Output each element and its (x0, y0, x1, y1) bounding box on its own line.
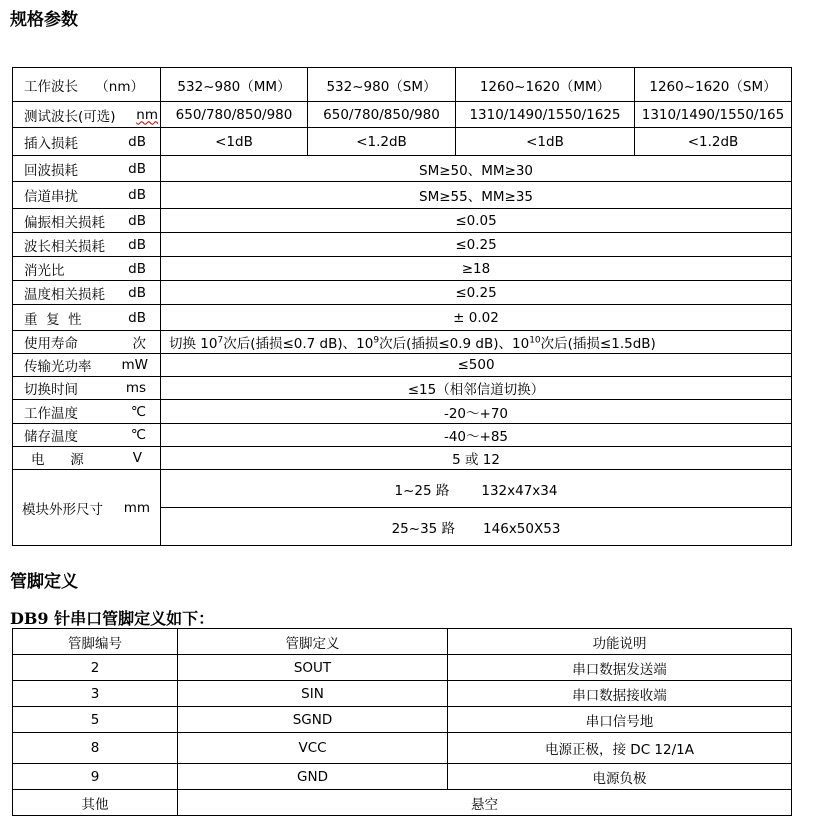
spec-value: 1310/1490/1550/1625 (456, 102, 635, 128)
spec-value: -40～+85 (161, 424, 792, 447)
spec-unit: ms (125, 380, 146, 396)
table-row (13, 733, 792, 764)
spec-value-module-2: 25~35 路 146x50X53 (161, 508, 792, 546)
spec-label: 消光比 (24, 262, 65, 279)
pin-function: 串口数据接收端 (448, 681, 792, 707)
spec-label-cell (13, 331, 161, 354)
spec-heading: 规格参数 (10, 10, 78, 30)
spec-label: 波长相关损耗 (24, 238, 105, 255)
spec-value: ≥18 (161, 257, 792, 281)
spec-value: 1260~1620（MM） (456, 68, 635, 102)
spec-label-cell (13, 233, 161, 257)
spec-value: ± 0.02 (161, 305, 792, 331)
spec-label: 信道串扰 (24, 189, 78, 205)
spec-label-cell (13, 400, 161, 424)
pin-number: 2 (13, 655, 178, 681)
spec-label-cell (13, 257, 161, 281)
spec-label-cell (13, 377, 161, 400)
spec-label: 电 源 (31, 452, 84, 468)
spec-unit: mm (123, 499, 150, 516)
spec-label-cell (13, 354, 161, 377)
pin-heading: 管脚定义 (10, 572, 78, 592)
spec-unit: dB (128, 212, 146, 229)
pin-definition: GND (178, 764, 448, 790)
spec-label: 测试波长(可选) (24, 108, 116, 125)
spec-value: 1260~1620（SM） (635, 68, 792, 102)
spec-label: 切换时间 (24, 382, 78, 398)
spec-label-cell (13, 447, 161, 470)
spec-label-cell (13, 424, 161, 447)
spec-label: 工作温度 (24, 405, 78, 422)
spec-value: <1.2dB (635, 128, 792, 156)
spec-value: 1310/1490/1550/165 (635, 102, 792, 128)
pin-number: 9 (13, 764, 178, 790)
pin-number: 3 (13, 681, 178, 707)
pin-header: 功能说明 (448, 629, 792, 655)
spec-label-cell (13, 128, 161, 156)
spec-label-cell (13, 68, 161, 102)
spec-label: 回波损耗 (24, 162, 78, 179)
spec-row (13, 209, 792, 233)
spec-value: <1dB (456, 128, 635, 156)
pin-function: 串口数据发送端 (448, 655, 792, 681)
pin-table (12, 628, 792, 816)
spec-value: 532~980（SM） (308, 68, 456, 102)
db9-heading: DB9 针串口管脚定义如下： (10, 609, 215, 628)
pin-function: 悬空 (178, 790, 792, 816)
spec-unit: 次 (132, 336, 146, 352)
table-row (13, 655, 792, 681)
table-row (13, 681, 792, 707)
pin-header: 管脚编号 (13, 629, 178, 655)
spec-unit: ℃ (130, 403, 146, 420)
spec-table (12, 67, 792, 546)
spec-label-cell (13, 281, 161, 305)
spec-unit: dB (128, 133, 146, 150)
spec-value: ≤0.05 (161, 209, 792, 233)
spec-unit: V (132, 450, 142, 466)
pin-function: 电源负极 (448, 764, 792, 790)
spec-unit: mW (121, 357, 148, 373)
spec-row (13, 156, 792, 182)
spec-value: 532~980（MM） (161, 68, 308, 102)
spec-value: ≤0.25 (161, 281, 792, 305)
spec-unit: dB (128, 236, 146, 253)
spec-row (13, 182, 792, 209)
spec-label-cell (13, 102, 161, 128)
spec-unit: dB (128, 284, 146, 301)
spec-row (13, 354, 792, 377)
table-row (13, 764, 792, 790)
spec-label-cell (13, 182, 161, 209)
spec-unit: dB (128, 160, 146, 177)
spec-label-cell (13, 156, 161, 182)
spec-value: ≤500 (161, 354, 792, 377)
spec-value: 650/780/850/980 (161, 102, 308, 128)
spec-label: 储存温度 (24, 429, 78, 445)
spec-label: 温度相关损耗 (24, 286, 105, 303)
spec-value: <1dB (161, 128, 308, 156)
pin-function: 串口信号地 (448, 707, 792, 733)
pin-header-row (13, 629, 792, 655)
spec-label: 传输光功率 (24, 359, 92, 375)
spec-row (13, 424, 792, 447)
spec-value: 650/780/850/980 (308, 102, 456, 128)
spec-value: ≤15（相邻信道切换） (161, 377, 792, 400)
spec-label: 重 复 性 (24, 311, 82, 328)
pin-number: 其他 (13, 790, 178, 816)
spec-value: SM≥55、MM≥35 (161, 182, 792, 209)
spec-row (13, 377, 792, 400)
spec-value: 5 或 12 (161, 447, 792, 470)
spec-row-wavelength (13, 68, 792, 102)
table-row (13, 707, 792, 733)
spec-value: ≤0.25 (161, 233, 792, 257)
table-row-other (13, 790, 792, 816)
spec-row (13, 281, 792, 305)
pin-definition: SGND (178, 707, 448, 733)
spec-value: SM≥50、MM≥30 (161, 156, 792, 182)
spec-label: 使用寿命 (24, 336, 78, 352)
spec-unit: dB (128, 260, 146, 277)
spec-value: <1.2dB (308, 128, 456, 156)
spec-label: 插入损耗 (24, 135, 78, 152)
spec-row-lifetime (13, 331, 792, 354)
spec-value-lifetime: 切换 $10^7$次后(插损≤0.7 dB)、$10^9$次后(插损≤0.9 dB)、$10^{10}$次后(插损≤1.5dB) (161, 331, 792, 354)
spec-row-test-wavelength (13, 102, 792, 128)
pin-function: 电源正极，接 DC 12/1A (448, 733, 792, 764)
spec-row-module-size (13, 470, 792, 508)
spec-row (13, 233, 792, 257)
pin-definition: SOUT (178, 655, 448, 681)
pin-number: 8 (13, 733, 178, 764)
spec-row (13, 400, 792, 424)
spec-value-module-1: 1~25 路 132x47x34 (161, 470, 792, 508)
pin-number: 5 (13, 707, 178, 733)
pin-definition: VCC (178, 733, 448, 764)
spec-row-insertion-loss (13, 128, 792, 156)
spec-unit: ℃ (130, 427, 146, 443)
spec-label: 偏振相关损耗 (24, 214, 105, 231)
spec-label-cell (13, 305, 161, 331)
spec-row (13, 447, 792, 470)
spec-label: 模块外形尺寸 (22, 501, 103, 518)
spec-unit: dB (128, 187, 146, 203)
spec-unit: nm (136, 106, 158, 123)
spec-value: -20～+70 (161, 400, 792, 424)
spec-label-cell (13, 209, 161, 233)
spec-row (13, 305, 792, 331)
spec-row (13, 257, 792, 281)
spec-unit: dB (128, 309, 146, 326)
pin-header: 管脚定义 (178, 629, 448, 655)
spec-unit: （nm） (95, 78, 144, 95)
spec-label: 工作波长 (24, 78, 78, 95)
pin-definition: SIN (178, 681, 448, 707)
spec-label-cell (13, 470, 161, 546)
